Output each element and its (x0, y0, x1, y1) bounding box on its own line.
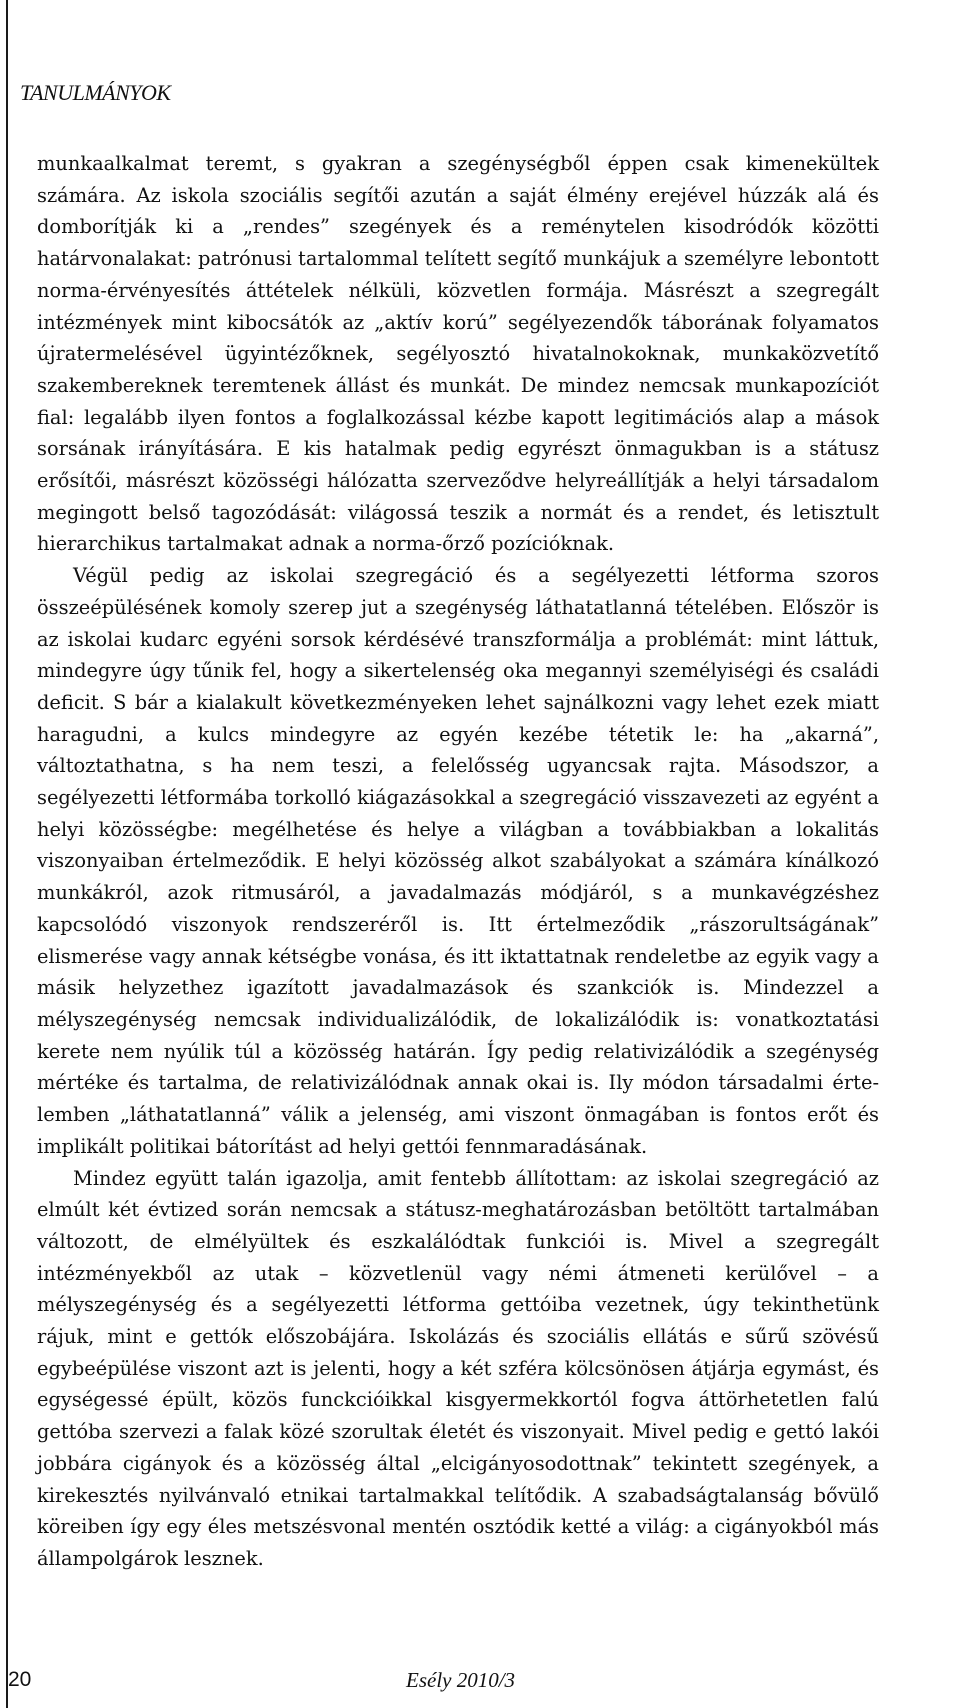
page-number: 20 (8, 1668, 32, 1691)
journal-issue: Esély 2010/3 (406, 1668, 516, 1692)
article-body (37, 148, 879, 1575)
section-header: TANULMÁNYOK (20, 80, 171, 105)
paragraph: munkaalkalmat teremt, s gyakran a szegénységből éppen csak kimenekültek számára. Az iskola szociális segítői azután a saját élmény erejével húzzák alá és domborítják ki a „rendes” szegények és a reménytelen kisodródók közötti határvonalakat: patrónusi tartalommal telített segítő munkájuk a személyre lebontott norma-érvényesítés áttételek nélküli, közvetlen formája. Másrészt a szegregált intézmények mint kibocsátók az „aktív korú” segélyezendők táborának folyamatos újratermelésével ügyintézőknek, segélyosztó hivatalnokoknak, munkaközvetítő szakembereknek teremtenek állást és munkát. De mindez nemcsak munkapozíciót fial: legalább ilyen fontos a foglalkozással kézbe kapott legitimációs alap a mások sorsának irányítására. E kis hatalmak pedig egyrészt önmagukban is a státusz erősítői, másrészt közösségi hálózatta szerveződve helyreállítják a helyi társadalom megingott belső tagozódását: világossá teszik a normát és a rendet, és letisztult hierarchikus tartalmakat adnak a norma-őrző pozícióknak. (37, 152, 879, 556)
page-footer (0, 1660, 960, 1700)
paragraph: Végül pedig az iskolai szegregáció és a segélyezetti létforma szoros összeépülésének komoly szerep jut a szegénység láthatatlanná tételében. Először is az iskolai kudarc egyéni sorsok kérdésévé transzformálja a problémát: mint láttuk, mindegyre úgy tűnik fel, hogy a sikertelenség oka megannyi személyiségi és családi deficit. S bár a kialakult következményeken lehet sajnálkozni vagy lehet ezek miatt haragudni, a kulcs mindegyre az egyén kezébe tétetik le: ha „akarná”, változtathatna, s ha nem teszi, a felelősség ugyancsak rajta. Másodszor, a segélyezetti létformába torkolló kiágazásokkal a szegregáció visszavezeti az egyént a helyi közösségbe: megélhetése és helye a világban a továbbiakban a lokalitás viszonyaiban értelmeződik. E helyi közösség alkot szabályokat a számára kínálkozó munkákról, azok ritmusáról, a javadalmazás módjáról, s a munkavégzéshez kapcsolódó viszonyok rendszeréről is. Itt értelmeződik „rászorultságának” elismerése vagy annak kétségbe vonása, és itt iktattatnak rendeletbe az egyik vagy a másik helyzethez igazított javadalmazások és szankciók is. Mindezzel a mélyszegénység nemcsak individualizálódik, de lokalizálódik is: vonatkoztatási kerete nem nyúlik túl a közösség határán. Így pedig relativizálódik a szegénység mértéke és tartalma, de relativizálódnak annak okai is. Ily módon társadalmi értelemben „láthatatlanná” válik a jelenség, ami viszont önmagában is fontos erőt és implikált politikai bátorítást ad helyi gettói fennmaradásának. (37, 564, 879, 1158)
paragraph: Mindez együtt talán igazolja, amit fentebb állítottam: az iskolai szegregáció az elmúlt két évtized során nemcsak a státusz-meghatározásban betöltött tartalmában változott, de elmélyültek és eszkalálódtak funkciói is. Mivel a szegregált intézményekből az utak – közvetlenül vagy némi átmeneti kerülővel – a mélyszegénység és a segélyezetti létforma gettóiba vezetnek, úgy tekinthetünk rájuk, mint e gettók előszobájára. Iskolázás és szociális ellátás e sűrű szövésű egybeépülése viszont azt is jelenti, hogy a két szféra kölcsönösen átjárja egymást, és egységessé épült, közös funckcióikkal kisgyermekkortól fogva áttörhetetlen falú gettóba szervezi a falak közé szorultak életét és viszonyait. Mivel pedig e gettó lakói jobbára cigányok és a közösség által „elcigányosodottnak” tekintett szegények, a kirekesztés nyilvánvaló etnikai tartalmakkal telítődik. A szabadságtalanság bővülő köreiben így egy éles metszésvonal mentén osztódik ketté a világ: a cigányokból más állampolgárok lesznek. (37, 1166, 879, 1570)
margin-rule (6, 0, 8, 1708)
